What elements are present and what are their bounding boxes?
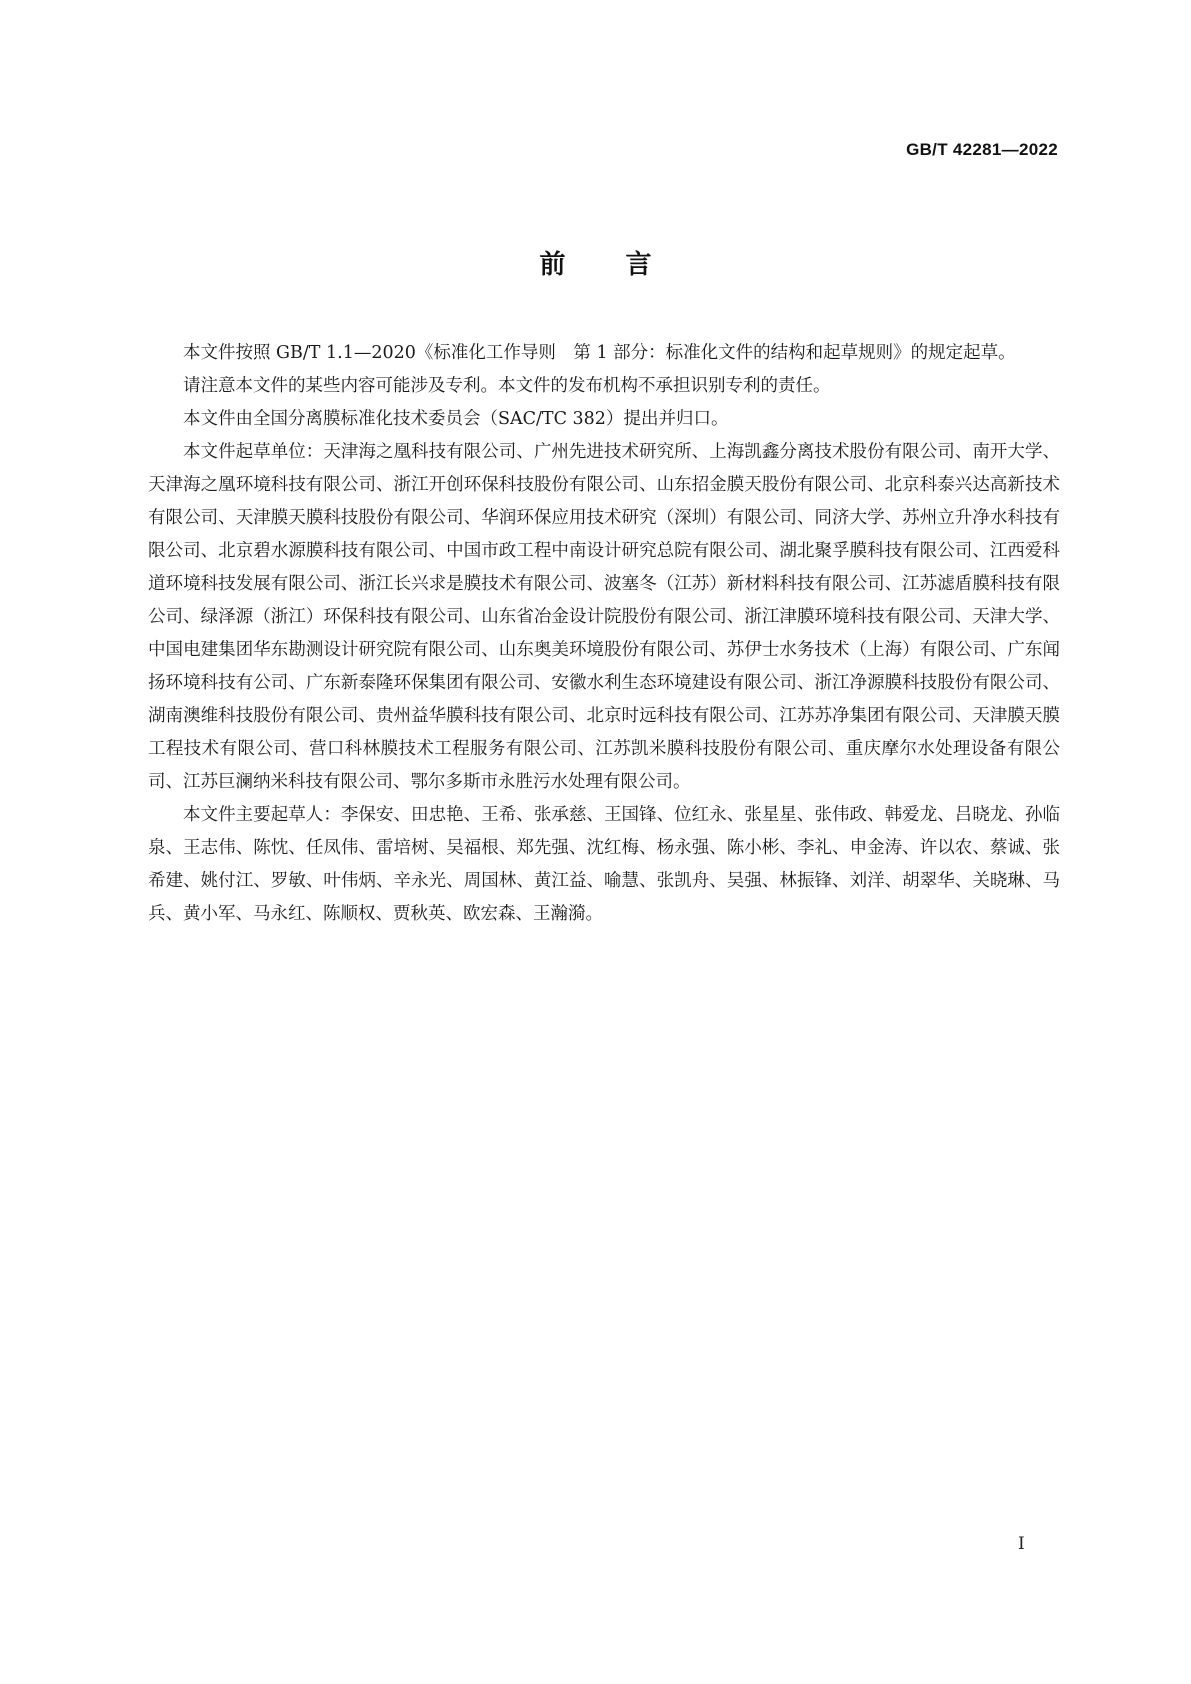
page-title: 前言 — [539, 250, 712, 280]
paragraph-drafters: 本文件主要起草人：李保安、田忠艳、王希、张承慈、王国锋、位红永、张星星、张伟政、韩爱龙、吕晓龙、孙临泉、王志伟、陈忱、任凤伟、雷培树、吴福根、郑先强、沈红梅、杨永强、陈小彬、李礼、申金涛、许以农、蔡诚、张希建、姚付江、罗敏、叶伟炳、辛永光、周国林、黄江益、喻慧、张凯舟、吴强、林振锋、刘洋、胡翠华、关晓琳、马兵、黄小军、马永红、陈顺权、贾秋英、欧宏森、王瀚漪。 — [148, 805, 1060, 924]
preface-body — [148, 337, 1060, 931]
page-number: I — [1018, 1534, 1025, 1554]
paragraph-proposer: 本文件由全国分离膜标准化技术委员会（SAC/TC 382）提出并归口。 — [183, 409, 729, 429]
paragraph-drafting-rules: 本文件按照 GB/T 1.1—2020《标准化工作导则 第 1 部分：标准化文件的结构和起草规则》的规定起草。 — [183, 343, 1016, 363]
paragraph-drafting-units: 本文件起草单位：天津海之凰科技有限公司、广州先进技术研究所、上海凯鑫分离技术股份有限公司、南开大学、天津海之凰环境科技有限公司、浙江开创环保科技股份有限公司、山东招金膜天股份有限公司、北京科泰兴达高新技术有限公司、天津膜天膜科技股份有限公司、华润环保应用技术研究（深圳）有限公司、同济大学、苏州立升净水科技有限公司、北京碧水源膜科技有限公司、中国市政工程中南设计研究总院有限公司、湖北聚孚膜科技有限公司、江西爱科道环境科技发展有限公司、浙江长兴求是膜技术有限公司、波塞冬（江苏）新材料科技有限公司、江苏滤盾膜科技有限公司、绿泽源（浙江）环保科技有限公司、山东省冶金设计院股份有限公司、浙江津膜环境科技有限公司、天津大学、中国电建集团华东勘测设计研究院有限公司、山东奥美环境股份有限公司、苏伊士水务技术（上海）有限公司、广东闻扬环境科技有公司、广东新泰隆环保集团有限公司、安徽水利生态环境建设有限公司、浙江净源膜科技股份有限公司、湖南澳维科技股份有限公司、贵州益华膜科技有限公司、北京时远科技有限公司、江苏苏净集团有限公司、天津膜天膜工程技术有限公司、营口科林膜技术工程服务有限公司、江苏凯米膜科技股份有限公司、重庆摩尔水处理设备有限公司、江苏巨澜纳米科技有限公司、鄂尔多斯市永胜污水处理有限公司。 — [148, 442, 1060, 792]
paragraph-patent-notice: 请注意本文件的某些内容可能涉及专利。本文件的发布机构不承担识别专利的责任。 — [183, 376, 831, 396]
standard-code: GB/T 42281—2022 — [906, 140, 1058, 159]
